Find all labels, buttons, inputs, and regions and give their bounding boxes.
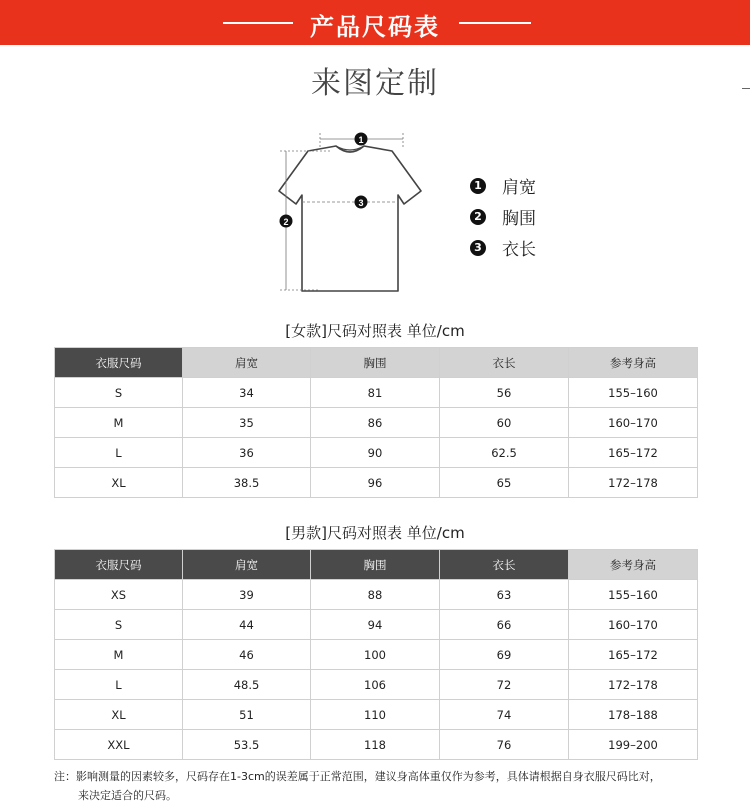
cell: 48.5: [183, 670, 311, 700]
page-subtitle: 来图定制: [311, 66, 439, 101]
header-height: 参考身高: [569, 348, 698, 378]
women-table-title: [女款]尺码对照表 单位/cm: [285, 322, 465, 340]
table-row: [55, 730, 698, 760]
cell: 94: [311, 610, 440, 640]
cell: 155–160: [569, 580, 698, 610]
table-row: [55, 580, 698, 610]
legend-item: [470, 170, 536, 201]
legend-number-icon: 2: [470, 209, 486, 225]
table-header-row: [55, 348, 698, 378]
banner-right-line: [459, 22, 531, 24]
cell: XL: [55, 468, 183, 498]
note-line-2: 来决定适合的尺码。: [78, 789, 177, 802]
table-row: [55, 378, 698, 408]
cell: 34: [183, 378, 311, 408]
marker-2-icon: [280, 215, 293, 228]
cell: 199–200: [569, 730, 698, 760]
header-chest: 胸围: [311, 348, 440, 378]
cell: 72: [440, 670, 569, 700]
header-shoulder: 肩宽: [183, 348, 311, 378]
cell: L: [55, 670, 183, 700]
tshirt-outline: [279, 146, 421, 291]
banner-title: 产品尺码表: [310, 13, 440, 41]
cell: 66: [440, 610, 569, 640]
header-length: 衣长: [440, 550, 569, 580]
legend-item: [470, 201, 536, 232]
cell: 160–170: [569, 408, 698, 438]
cell: S: [55, 378, 183, 408]
legend-item: [470, 232, 536, 263]
header-length: 衣长: [440, 348, 569, 378]
legend-label: 衣长: [502, 240, 536, 260]
cell: 178–188: [569, 700, 698, 730]
cell: 36: [183, 438, 311, 468]
table-row: [55, 610, 698, 640]
legend-label: 胸围: [502, 209, 536, 229]
cell: XS: [55, 580, 183, 610]
cell: 106: [311, 670, 440, 700]
marker-1-icon: [355, 133, 368, 146]
cell: M: [55, 408, 183, 438]
cell: 172–178: [569, 670, 698, 700]
cell: 46: [183, 640, 311, 670]
note-line-1: 注：影响测量的因素较多，尺码存在1-3cm的误差属于正常范围，建议身高体重仅作为参考，具体请根据自身衣服尺码比对，: [54, 770, 661, 783]
cell: 44: [183, 610, 311, 640]
cell: 65: [440, 468, 569, 498]
cell: 90: [311, 438, 440, 468]
table-row: [55, 408, 698, 438]
table-row: [55, 468, 698, 498]
cell: XL: [55, 700, 183, 730]
cell: 60: [440, 408, 569, 438]
cell: 110: [311, 700, 440, 730]
cell: 69: [440, 640, 569, 670]
edge-dash: [742, 88, 750, 89]
legend-label: 肩宽: [502, 178, 536, 198]
cell: 53.5: [183, 730, 311, 760]
cell: 155–160: [569, 378, 698, 408]
cell: 62.5: [440, 438, 569, 468]
tshirt-diagram: [270, 125, 430, 300]
legend-number-icon: 1: [470, 178, 486, 194]
cell: 74: [440, 700, 569, 730]
table-row: [55, 700, 698, 730]
cell: L: [55, 438, 183, 468]
women-size-table: [54, 347, 698, 498]
table-header-row: [55, 550, 698, 580]
table-row: [55, 438, 698, 468]
table-row: [55, 640, 698, 670]
cell: 86: [311, 408, 440, 438]
cell: 35: [183, 408, 311, 438]
cell: 96: [311, 468, 440, 498]
header-size: 衣服尺码: [55, 550, 183, 580]
cell: 39: [183, 580, 311, 610]
cell: 51: [183, 700, 311, 730]
cell: 63: [440, 580, 569, 610]
header-height: 参考身高: [569, 550, 698, 580]
svg-text:2: 2: [283, 217, 289, 227]
men-size-table: [54, 549, 698, 760]
cell: 118: [311, 730, 440, 760]
legend-number-icon: 3: [470, 240, 486, 256]
header-chest: 胸围: [311, 550, 440, 580]
cell: 100: [311, 640, 440, 670]
cell: XXL: [55, 730, 183, 760]
header-banner: [0, 0, 750, 45]
table-row: [55, 670, 698, 700]
header-shoulder: 肩宽: [183, 550, 311, 580]
measurement-legend: [470, 170, 536, 263]
cell: 172–178: [569, 468, 698, 498]
svg-text:3: 3: [358, 198, 364, 208]
cell: 88: [311, 580, 440, 610]
cell: 165–172: [569, 438, 698, 468]
men-table-title: [男款]尺码对照表 单位/cm: [285, 524, 465, 542]
cell: 38.5: [183, 468, 311, 498]
header-size: 衣服尺码: [55, 348, 183, 378]
cell: 76: [440, 730, 569, 760]
cell: M: [55, 640, 183, 670]
svg-text:1: 1: [358, 135, 364, 145]
measurement-note: [54, 767, 734, 805]
cell: 81: [311, 378, 440, 408]
cell: S: [55, 610, 183, 640]
cell: 56: [440, 378, 569, 408]
marker-3-icon: [355, 196, 368, 209]
cell: 165–172: [569, 640, 698, 670]
cell: 160–170: [569, 610, 698, 640]
